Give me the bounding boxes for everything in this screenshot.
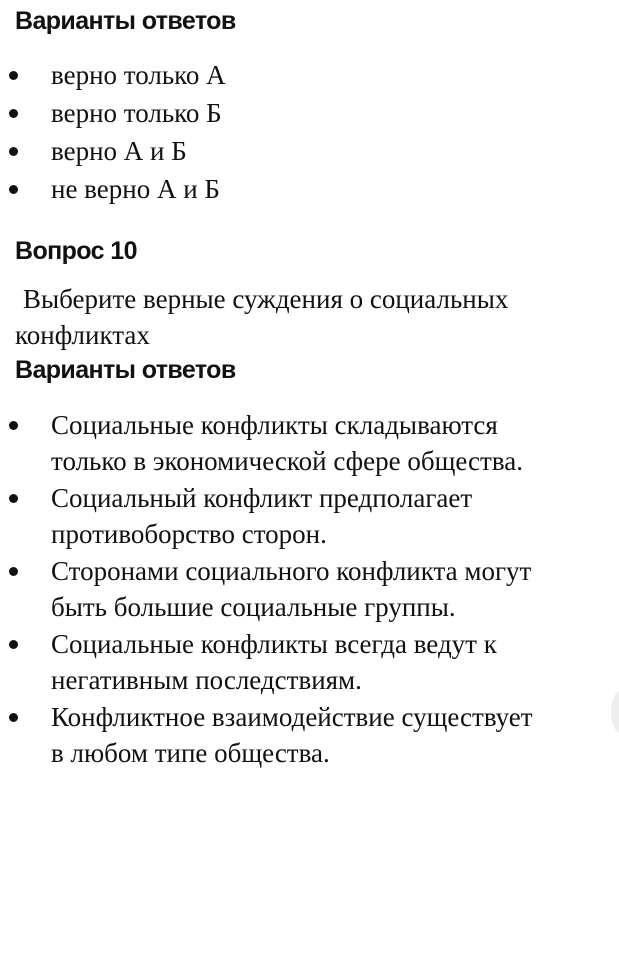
answer-option: Социальный конфликт предполагает противоборство сторон. [0, 480, 611, 552]
question-title: Вопрос 10 [15, 237, 137, 265]
answers-heading: Варианты ответов [15, 356, 236, 384]
question-text: Выберите верные суждения о социальных конфликтах [15, 284, 509, 350]
answers-heading: Варианты ответов [15, 7, 236, 35]
bullet-icon [9, 567, 18, 576]
answer-option: Социальные конфликты складываются только в экономической сфере общества. [0, 407, 611, 479]
bullet-icon [9, 421, 18, 430]
answer-option: Конфликтное взаимодействие существует в любом типе общества. [0, 699, 611, 771]
bullet-icon [9, 185, 18, 194]
answer-option: Социальные конфликты всегда ведут к негативным последствиям. [0, 626, 611, 698]
answer-option: верно только Б [0, 95, 611, 133]
bullet-icon [9, 713, 18, 722]
answer-options-list [0, 57, 611, 209]
answer-options-list [0, 407, 611, 772]
bullet-icon [9, 147, 18, 156]
scroll-edge [611, 690, 619, 734]
bullet-icon [9, 640, 18, 649]
answer-option: не верно А и Б [0, 171, 611, 209]
bullet-icon [9, 109, 18, 118]
answer-option: верно только А [0, 57, 611, 95]
answer-option: верно А и Б [0, 133, 611, 171]
answer-option: Сторонами социального конфликта могут быть большие социальные группы. [0, 553, 611, 625]
bullet-icon [9, 494, 18, 503]
bullet-icon [9, 71, 18, 80]
